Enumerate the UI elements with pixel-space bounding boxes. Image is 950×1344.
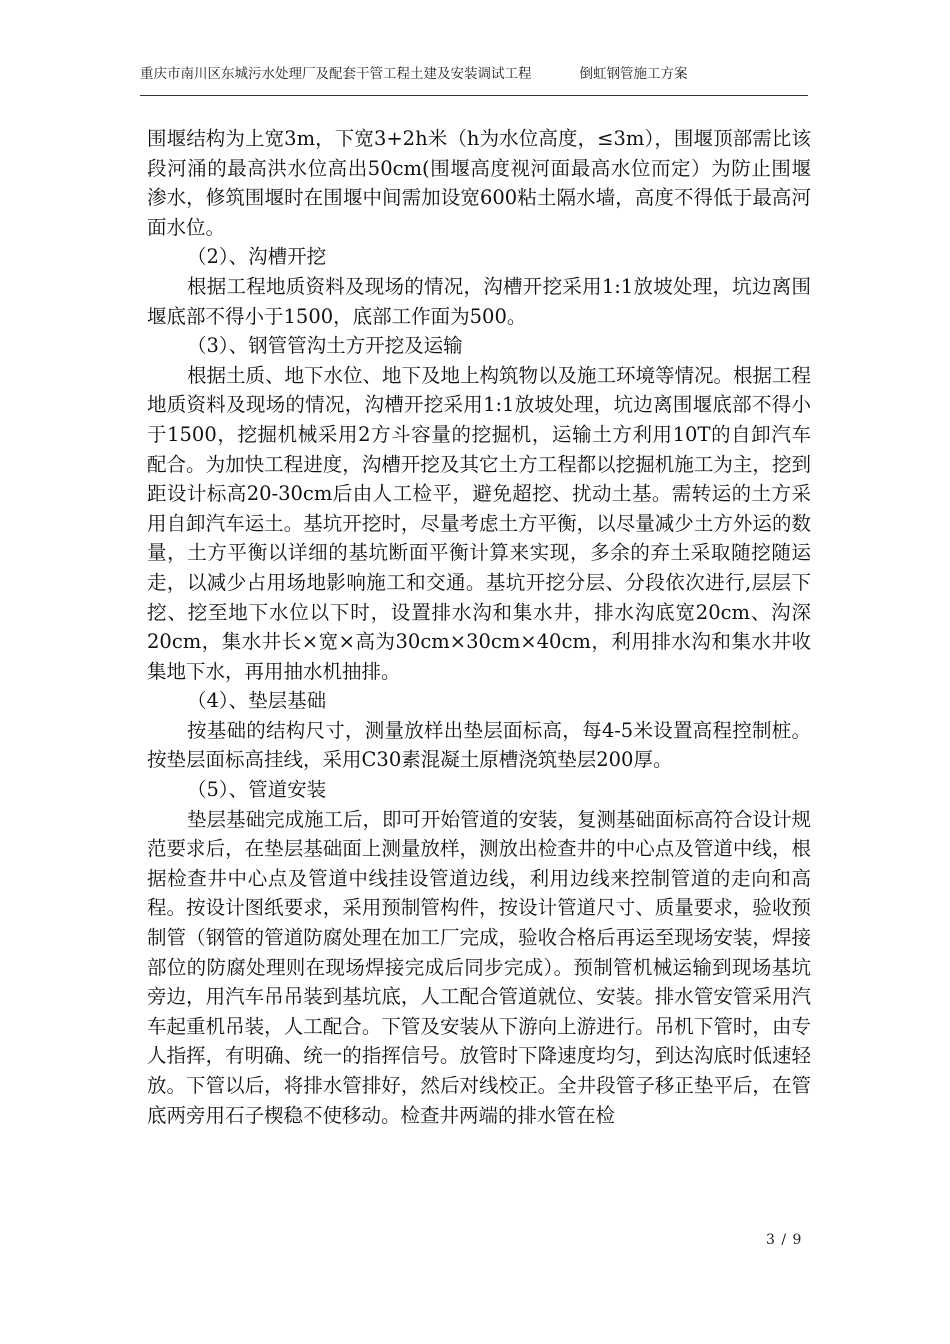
page-number: 3 / 9 <box>766 1232 802 1248</box>
header-divider <box>140 95 808 96</box>
paragraph-cushion-foundation: 按基础的结构尺寸，测量放样出垫层面标高，每4-5米设置高程控制桩。按垫层面标高挂线，采用C30素混凝土原槽浇筑垫层200厚。 <box>147 718 811 772</box>
page-header <box>140 62 820 82</box>
section-heading-cushion-foundation: （4）、垫层基础 <box>187 689 327 713</box>
header-document-title: 倒虹钢管施工方案 <box>579 66 688 82</box>
paragraph-cofferdam-structure: 围堰结构为上宽3m，下宽3+2h米（h为水位高度，≤3m），围堰顶部需比该段河涌的最高洪水位高出50cm(围堰高度视河面最高水位而定）为防止围堰渗水，修筑围堰时在围堰中间需加设宽600粘土隔水墙，高度不得低于最高河面水位。 <box>147 127 811 239</box>
section-heading-earthwork-transport: （3）、钢管管沟土方开挖及运输 <box>187 334 463 358</box>
section-heading-pipe-installation: （5）、管道安装 <box>187 778 327 802</box>
paragraph-earthwork-transport: 根据土质、地下水位、地下及地上构筑物以及施工环境等情况。根据工程地质资料及现场的情况，沟槽开挖采用1:1放坡处理，坑边离围堰底部不得小于1500，挖掘机械采用2方斗容量的挖掘机，运输土方利用10T的自卸汽车配合。为加快工程进度，沟槽开挖及其它土方工程都以挖掘机施工为主，挖到距设计标高20-30cm后由人工检平，避免超挖、扰动土基。需转运的土方采用自卸汽车运土。基坑开挖时，尽量考虑土方平衡，以尽量减少土方外运的数量，土方平衡以详细的基坑断面平衡计算来实现，多余的弃土采取随挖随运走，以减少占用场地影响施工和交通。基坑开挖分层、分段依次进行,层层下挖、挖至地下水位以下时，设置排水沟和集水井，排水沟底宽20cm、沟深20cm，集水井长×宽×高为30cm×30cm×40cm，利用排水沟和集水井收集地下水，再用抽水机抽排。 <box>147 363 812 683</box>
paragraph-pipe-installation: 垫层基础完成施工后，即可开始管道的安装，复测基础面标高符合设计规范要求后，在垫层基础面上测量放样，测放出检查井的中心点及管道中线，根据检查井中心点及管道中线挂设管道边线，利用边线来控制管道的走向和高程。按设计图纸要求，采用预制管构件，按设计管道尺寸、质量要求，验收预制管（钢管的管道防腐处理在加工厂完成，验收合格后再运至现场安装，焊接部位的防腐处理则在现场焊接完成后同步完成）。预制管机械运输到现场基坑旁边，用汽车吊吊装到基坑底，人工配合管道就位、安装。排水管安管采用汽车起重机吊装，人工配合。下管及安装从下游向上游进行。吊机下管时，由专人指挥，有明确、统一的指挥信号。放管时下降速度均匀，到达沟底时低速轻放。下管以后，将排水管排好，然后对线校正。全井段管子移正垫平后，在管底两旁用石子楔稳不使移动。检查井两端的排水管在检 <box>147 807 812 1127</box>
document-body <box>147 124 811 1130</box>
header-project-title: 重庆市南川区东城污水处理厂及配套干管工程土建及安装调试工程 <box>140 66 532 82</box>
section-heading-trench-excavation: （2）、沟槽开挖 <box>187 245 327 269</box>
paragraph-trench-excavation: 根据工程地质资料及现场的情况，沟槽开挖采用1:1放坡处理，坑边离围堰底部不得小于1500，底部工作面为500。 <box>147 274 811 328</box>
